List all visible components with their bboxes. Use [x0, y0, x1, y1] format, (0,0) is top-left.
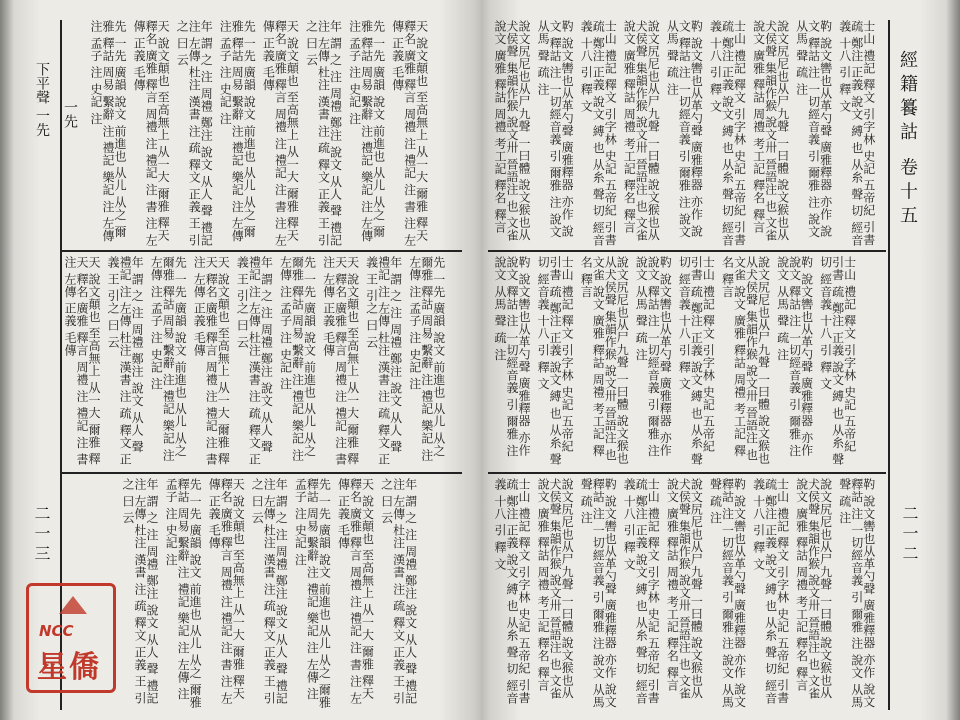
left-text-middle: 天 說文顛也 至高無上 从一大 爾雅 釋天 釋名 廣雅 釋言 周禮 注 禮記 注 書 注 左傳 正義 毛傳 年 謂 之 注 周禮 鄭注 說文 从人 聲 禮記 注 左傳 杜注 漢書 注 疏 釋文 正義 王 引之 曰 云 先 一先 廣韻 說文 前進也 从儿 从之 爾雅 釋詁 周易 繫辭 注 禮記 樂記 注 左傳 注 孟子 注 史記 注 天 說文顛也 至高無上 从一大 爾雅 釋天 釋名 廣雅 釋言 周禮 注 禮記 注 書 注 左傳 正義 毛傳 年 謂 之 注 周禮 鄭注 說文 从人 聲 禮記 注 左傳 杜注 漢書 注 疏 釋文 正義 王 引之 曰 云 先 一先 廣韻 說文 前進也 从儿 从之 爾雅 釋詁 周易 繫辭 注 禮記 樂記 注 左傳 注 孟子 注 史記 注 天 說文顛也 至高無上 从一大 爾雅 釋天 釋名 廣雅 釋言 周禮 注 禮記 注 書 注 左傳 正義 毛傳 年 謂 之 注 周禮 鄭注 說文 从人 聲 禮記 注 左傳 杜注 漢書 注 疏 釋文 正義 王 引之 曰 云 先 一先 廣韻 說文 前進也 从儿 从之 爾雅 釋詁 周易 繫辭 注 禮記 樂記 注 左傳 注 孟子 注 史記 注: [63, 256, 446, 466]
stamp-triangle-icon: [59, 596, 87, 614]
stamp-text-ncc: NCC: [39, 622, 74, 640]
right-rule-2: [488, 472, 886, 474]
section-label: 下平聲 一先: [34, 62, 50, 137]
left-rule-2: [62, 472, 462, 474]
left-text-upper: 先 一先 廣韻 說文 前進也 从儿 从之 爾雅 釋詁 周易 繫辭 注 禮記 樂記 注 左傳 注 孟子 注 史記 注 天 說文顛也 至高無上 从一大 爾雅 釋天 釋名 廣雅 釋言 周禮 注 禮記 注 書 注 左傳 正義 毛傳 年 謂 之 注 周禮 鄭注 說文 从人 聲 禮記 注 左傳 杜注 漢書 注 疏 釋文 正義 王 引之 曰 云 先 一先 廣韻 說文 前進也 从儿 从之 爾雅 釋詁 周易 繫辭 注 禮記 樂記 注 左傳 注 孟子 注 史記 注 天 說文顛也 至高無上 从一大 爾雅 釋天 釋名 廣雅 釋言 周禮 注 禮記 注 書 注 左傳 正義 毛傳 年 謂 之 注 周禮 鄭注 說文 从人 聲 禮記 注 左傳 杜注 漢書 注 疏 釋文 正義 王 引之 曰 云 先 一先 廣韻 說文 前進也 从儿 从之 爾雅 釋詁 周易 繫辭 注 禮記 樂記 注 左傳 注 孟子 注 史記 注 天 說文顛也 至高無上 从一大 爾雅 釋天 釋名 廣雅 釋言 周禮 注 禮記 注 書 注 左傳 正義 毛傳: [89, 20, 429, 247]
left-text-lower: 年 謂 之 注 周禮 鄭注 說文 从人 聲 禮記 注 左傳 杜注 漢書 注 疏 釋文 正義 王 引之 曰 云 先 一先 廣韻 說文 前進也 从儿 从之 爾雅 釋詁 周易 繫辭 注 禮記 樂記 注 左傳 注 孟子 注 史記 注 天 說文顛也 至高無上 从一大 爾雅 釋天 釋名 廣雅 釋言 周禮 注 禮記 注 書 注 左傳 正義 毛傳 年 謂 之 注 周禮 鄭注 說文 从人 聲 禮記 注 左傳 杜注 漢書 注 疏 釋文 正義 王 引之 曰 云 先 一先 廣韻 說文 前進也 从儿 从之 爾雅 釋詁 周易 繫辭 注 禮記 樂記 注 左傳 注 孟子 注 史記 注 天 說文顛也 至高無上 从一大 爾雅 釋天 釋名 廣雅 釋言 周禮 注 禮記 注 書 注 左傳 正義 毛傳 年 謂 之 注 周禮 鄭注 說文 从人 聲 禮記 注 左傳 杜注 漢書 注 疏 釋文 正義 王 引之 曰 云: [121, 478, 418, 709]
section-label-top: 一先: [62, 100, 78, 128]
page-number-right: 二一二: [900, 505, 919, 565]
right-rule-1: [488, 250, 886, 252]
right-text-upper: 說文尻尼也从尸九聲 一曰體 說文猴也从犬侯聲 集韻作猴 說文卅 晉語注 也 文雀 說文 廣雅 釋詁 周禮 考工記 釋名 釋言 靮 說文轡也从革勺聲 廣雅釋器 亦作 說文 釋詁 注 一切經音義 引 爾雅 注 說文 从馬 聲 疏 注 士山 禮記 釋文 引字林 史記 五帝紀 引書 疏 鄭注 正義 說文 縛 也 从糸 聲 切 經音義 十八 引 釋 文 說文尻尼也从尸九聲 一曰體 說文猴也从犬侯聲 集韻作猴 說文卅 晉語注 也 文雀 說文 廣雅 釋詁 周禮 考工記 釋名 釋言 靮 說文轡也从革勺聲 廣雅釋器 亦作 說文 釋詁 注 一切經音義 引 爾雅 注 說文 从馬 聲 疏 注 士山 禮記 釋文 引字林 史記 五帝紀 引書 疏 鄭注 正義 說文 縛 也 从糸 聲 切 經音義 十八 引 釋 文 說文尻尼也从尸九聲 一曰體 說文猴也从犬侯聲 集韻作猴 說文卅 晉語注 也 文雀 說文 廣雅 釋詁 周禮 考工記 釋名 釋言 靮 說文轡也从革勺聲 廣雅釋器 亦作 說文 釋詁 注 一切經音義 引 爾雅 注 說文 从馬 聲 疏 注 士山 禮記 釋文 引字林 史記 五帝紀 引書 疏 鄭注 正義 說文 縛 也 从糸 聲 切 經音義 十八 引 釋 文: [493, 20, 876, 247]
right-text-middle: 靮 說文轡也从革勺聲 廣雅釋器 亦作 說文 釋詁 注 一切經音義 引 爾雅 注 說文 从馬 聲 疏 注 士山 禮記 釋文 引字林 史記 五帝紀 引書 疏 鄭注 正義 說文 縛 也 从糸 聲 切 經音義 十八 引 釋 文 說文尻尼也从尸九聲 一曰體 說文猴也从犬侯聲 集韻作猴 說文卅 晉語注 也 文雀 說文 廣雅 釋詁 周禮 考工記 釋名 釋言 靮 說文轡也从革勺聲 廣雅釋器 亦作 說文 釋詁 注 一切經音義 引 爾雅 注 說文 从馬 聲 疏 注 士山 禮記 釋文 引字林 史記 五帝紀 引書 疏 鄭注 正義 說文 縛 也 从糸 聲 切 經音義 十八 引 釋 文 說文尻尼也从尸九聲 一曰體 說文猴也从犬侯聲 集韻作猴 說文卅 晉語注 也 文雀 說文 廣雅 釋詁 周禮 考工記 釋名 釋言 靮 說文轡也从革勺聲 廣雅釋器 亦作 說文 釋詁 注 一切經音義 引 爾雅 注 說文 从馬 聲 疏 注 士山 禮記 釋文 引字林 史記 五帝紀 引書 疏 鄭注 正義 說文 縛 也 从糸 聲 切 經音義 十八 引 釋 文: [493, 256, 857, 466]
running-head: 經籍籑詁 卷十五: [897, 50, 918, 230]
right-page: [480, 0, 960, 720]
right-margin-rule: [888, 20, 890, 710]
ncc-stamp-logo: [26, 583, 116, 693]
page-number-left: 二一三: [32, 505, 51, 565]
left-rule-1: [62, 250, 462, 252]
stamp-text-name: 星僑: [37, 650, 101, 685]
right-text-lower: 士山 禮記 釋文 引字林 史記 五帝紀 引書 疏 鄭注 正義 說文 縛 也 从糸 聲 切 經音義 十八 引 釋 文 說文尻尼也从尸九聲 一曰體 說文猴也从犬侯聲 集韻作猴 說文卅 晉語注 也 文雀 說文 廣雅 釋詁 周禮 考工記 釋名 釋言 靮 說文轡也从革勺聲 廣雅釋器 亦作 說文 釋詁 注 一切經音義 引 爾雅 注 說文 从馬 聲 疏 注 士山 禮記 釋文 引字林 史記 五帝紀 引書 疏 鄭注 正義 說文 縛 也 从糸 聲 切 經音義 十八 引 釋 文 說文尻尼也从尸九聲 一曰體 說文猴也从犬侯聲 集韻作猴 說文卅 晉語注 也 文雀 說文 廣雅 釋詁 周禮 考工記 釋名 釋言 靮 說文轡也从革勺聲 廣雅釋器 亦作 說文 釋詁 注 一切經音義 引 爾雅 注 說文 从馬 聲 疏 注 士山 禮記 釋文 引字林 史記 五帝紀 引書 疏 鄭注 正義 說文 縛 也 从糸 聲 切 經音義 十八 引 釋 文 說文尻尼也从尸九聲 一曰體 說文猴也从犬侯聲 集韻作猴 說文卅 晉語注 也 文雀 說文 廣雅 釋詁 周禮 考工記 釋名 釋言 靮 說文轡也从革勺聲 廣雅釋器 亦作 說文 釋詁 注 一切經音義 引 爾雅 注 說文 从馬 聲 疏 注: [493, 478, 876, 709]
